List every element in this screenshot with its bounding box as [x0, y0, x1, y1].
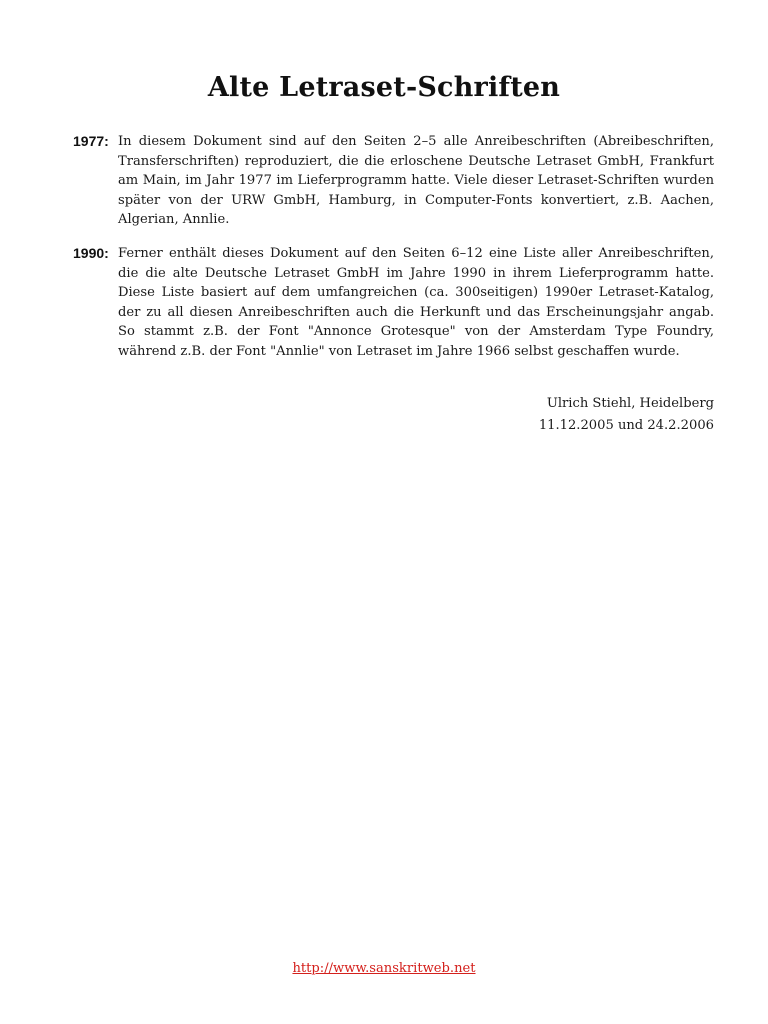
- entry-paragraph: Ferner enthält dieses Dokument auf den Seiten 6–12 eine Liste aller Anreibeschriften, die die alte Deutsche Letraset GmbH im Jahre 1990 in ihrem Lieferprogramm hatte. Diese Liste basiert auf dem umfangreichen (ca. 300seitigen) 1990er Letraset-Katalog, der zu all diesen Anreibeschriften auch die Herkunft und das Erscheinungsjahr angab. So stammt z.B. der Font "Annonce Grotesque" von der Amsterdam Type Foundry, während z.B. der Font "Annlie" von Letraset im Jahre 1966 selbst geschaffen wurde.: [118, 246, 714, 359]
- page-title: Alte Letraset-Schriften: [207, 72, 561, 103]
- footer: [0, 961, 768, 976]
- entry-1990: [73, 244, 714, 362]
- entry-1977: [73, 132, 714, 230]
- footer-website-link[interactable]: http://www.sanskritweb.net: [292, 961, 476, 976]
- signature-block: [539, 393, 714, 437]
- signature-author: Ulrich Stiehl, Heidelberg: [546, 396, 714, 411]
- entry-paragraph: In diesem Dokument sind auf den Seiten 2–5 alle Anreibeschriften (Abreibeschriften, Transferschriften) reproduziert, die die erloschene Deutsche Letraset GmbH, Frankfurt am Main, im Jahr 1977 im Lieferprogramm hatte. Viele dieser Letraset-Schriften wurden später von der URW GmbH, Hamburg, in Computer-Fonts konvertiert, z.B. Aachen, Algerian, Annlie.: [118, 134, 714, 228]
- signature-date: 11.12.2005 und 24.2.2006: [538, 418, 714, 433]
- entry-year-label: 1977:: [73, 133, 109, 149]
- entry-year-label: 1990:: [73, 245, 109, 261]
